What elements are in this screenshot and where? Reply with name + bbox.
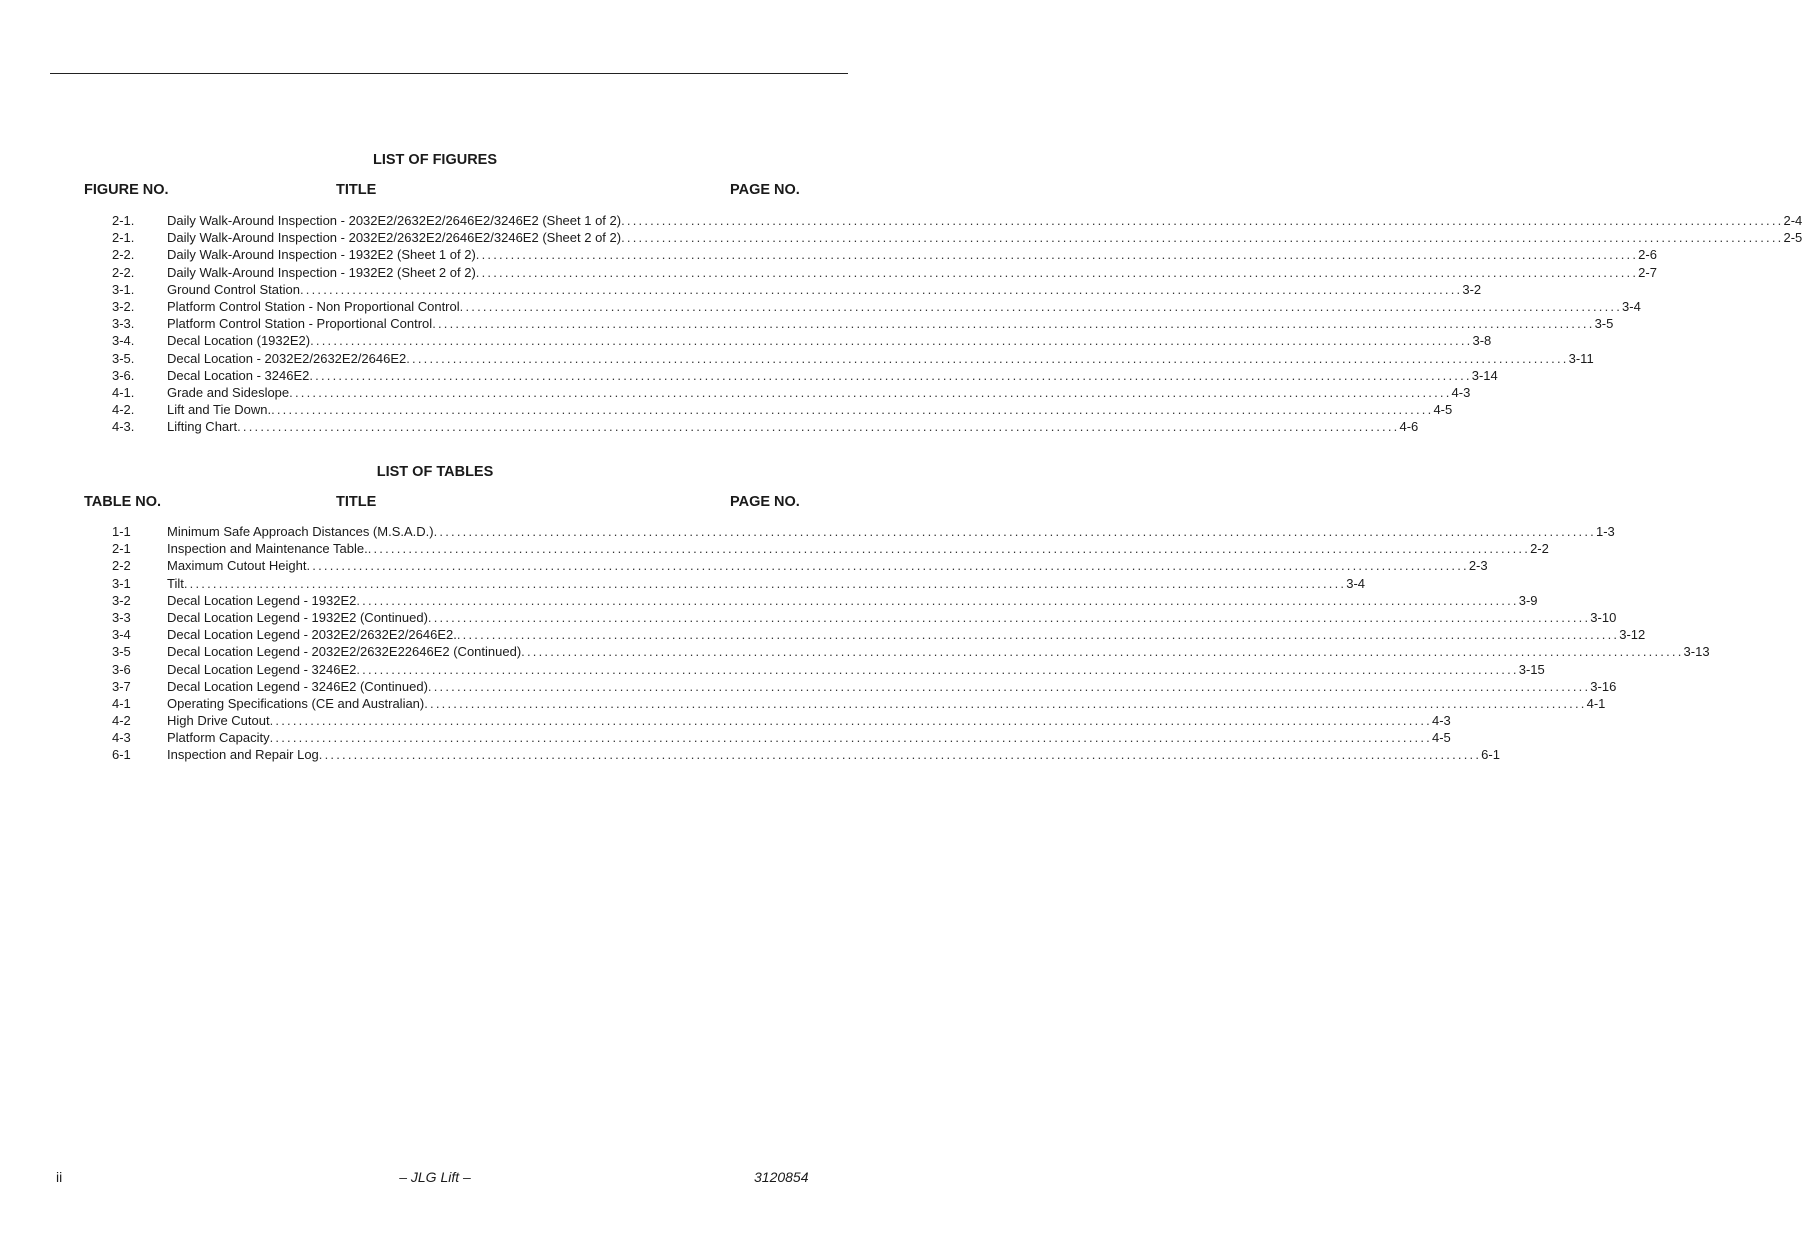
table-title-column-header: TITLE	[336, 494, 377, 510]
table-entry	[112, 695, 1606, 712]
entry-title: Daily Walk-Around Inspection - 2032E2/2632E2/2646E2/3246E2 (Sheet 2 of 2)	[167, 230, 622, 246]
entry-page-number: 4-5	[1433, 402, 1453, 418]
entry-number: 3-6	[112, 661, 131, 677]
dot-leader: ........................................................................................................................................................................................................	[433, 524, 1596, 539]
entry-page-number: 2-4	[1783, 213, 1803, 228]
entry-page-number: 4-3	[1451, 384, 1471, 400]
table-entry	[112, 626, 1646, 643]
header-rule	[50, 73, 848, 74]
entry-title: Decal Location Legend - 3246E2 (Continued)	[167, 678, 428, 694]
dot-leader: ........................................................................................................................................................................................................	[406, 350, 1569, 366]
figures-list	[112, 212, 1803, 435]
figure-entry	[112, 401, 1453, 418]
entry-title: Lift and Tie Down.	[167, 402, 272, 418]
table-entry	[112, 678, 1617, 695]
footer-page-number: ii	[56, 1169, 63, 1185]
table-entry	[112, 557, 1488, 574]
entry-title: Tilt	[167, 575, 184, 591]
entry-number: 3-3.	[112, 316, 135, 332]
dot-leader: ........................................................................................................................................................................................................	[367, 541, 1531, 557]
dot-leader: ........................................................................................................................................................................................................	[356, 592, 1519, 608]
entry-title: Decal Location - 2032E2/2632E2/2646E2	[167, 350, 407, 366]
table-entry	[112, 592, 1538, 609]
entry-number: 1-1	[112, 524, 131, 539]
table-page-column-header: PAGE NO.	[730, 494, 800, 510]
dot-leader: ........................................................................................................................................................................................................	[299, 281, 1463, 297]
entry-title: Daily Walk-Around Inspection - 1932E2 (Sheet 1 of 2)	[167, 247, 476, 263]
entry-page-number: 2-2	[1530, 541, 1549, 557]
dot-leader: ........................................................................................................................................................................................................	[306, 558, 1469, 574]
entry-page-number: 3-13	[1683, 644, 1710, 660]
dot-leader: ........................................................................................................................................................................................................	[318, 747, 1482, 763]
entry-number: 3-2	[112, 592, 131, 608]
entry-page-number: 2-6	[1638, 247, 1657, 263]
entry-page-number: 1-3	[1595, 524, 1615, 539]
table-entry	[112, 523, 1615, 540]
dot-leader: ........................................................................................................................................................................................................	[289, 384, 1452, 400]
table-entry	[112, 609, 1617, 626]
figure-entry	[112, 418, 1419, 435]
table-entry	[112, 643, 1710, 660]
entry-title: Inspection and Maintenance Table.	[167, 541, 368, 557]
entry-page-number: 3-4	[1622, 298, 1641, 314]
dot-leader: ........................................................................................................................................................................................................	[459, 298, 1623, 314]
dot-leader: ........................................................................................................................................................................................................	[621, 230, 1784, 246]
dot-leader: ........................................................................................................................................................................................................	[271, 402, 1434, 418]
entry-title: Decal Location Legend - 3246E2	[167, 661, 357, 677]
entry-title: Daily Walk-Around Inspection - 2032E2/2632E2/2646E2/3246E2 (Sheet 1 of 2)	[167, 213, 622, 228]
entry-page-number: 4-3	[1431, 713, 1451, 729]
entry-number: 3-5	[112, 644, 131, 660]
entry-page-number: 3-8	[1472, 333, 1492, 349]
entry-number: 4-3	[112, 730, 131, 746]
figure-entry	[112, 332, 1492, 349]
figure-entry	[112, 264, 1657, 281]
entry-number: 2-2	[112, 558, 131, 574]
table-entry	[112, 729, 1451, 746]
list-of-figures-heading: LIST OF FIGURES	[372, 152, 498, 168]
table-entry	[112, 746, 1500, 763]
dot-leader: ........................................................................................................................................................................................................	[432, 316, 1595, 332]
figure-entry	[112, 229, 1803, 246]
figure-entry	[112, 281, 1482, 298]
entry-page-number: 2-3	[1468, 558, 1488, 574]
entry-number: 2-1.	[112, 213, 135, 228]
entry-number: 3-6.	[112, 367, 135, 383]
entry-number: 4-2	[112, 713, 131, 729]
dot-leader: ........................................................................................................................................................................................................	[237, 419, 1400, 435]
entry-title: Decal Location (1932E2)	[167, 333, 311, 349]
entry-number: 3-1	[112, 575, 131, 591]
dot-leader: ........................................................................................................................................................................................................	[310, 333, 1473, 349]
entry-page-number: 4-6	[1399, 419, 1419, 435]
entry-title: Platform Control Station - Proportional Control	[167, 316, 433, 332]
list-of-tables-heading: LIST OF TABLES	[376, 464, 494, 480]
entry-page-number: 3-12	[1619, 627, 1646, 643]
entry-page-number: 3-11	[1568, 350, 1594, 366]
entry-page-number: 4-5	[1431, 730, 1451, 746]
figure-entry	[112, 212, 1803, 229]
entry-title: Platform Capacity	[167, 730, 270, 746]
entry-number: 3-2.	[112, 298, 135, 314]
footer-document-number: 3120854	[754, 1169, 809, 1185]
entry-number: 3-4.	[112, 333, 135, 349]
figure-entry	[112, 298, 1641, 315]
entry-title: Decal Location Legend - 2032E2/2632E2/2646E2.	[167, 627, 457, 643]
entry-page-number: 2-7	[1638, 264, 1657, 280]
dot-leader: ........................................................................................................................................................................................................	[475, 247, 1639, 263]
tables-list	[112, 523, 1710, 764]
entry-page-number: 3-9	[1518, 592, 1538, 608]
table-entry	[112, 661, 1545, 678]
table-entry	[112, 712, 1451, 729]
dot-leader: ........................................................................................................................................................................................................	[427, 678, 1591, 694]
entry-title: Minimum Safe Approach Distances (M.S.A.D.)	[167, 524, 434, 539]
entry-page-number: 3-2	[1462, 281, 1482, 297]
entry-page-number: 6-1	[1481, 747, 1500, 763]
entry-number: 4-3.	[112, 419, 135, 435]
entry-title: Decal Location Legend - 2032E2/2632E22646E2 (Continued)	[167, 644, 522, 660]
entry-title: Daily Walk-Around Inspection - 1932E2 (Sheet 2 of 2)	[167, 264, 476, 280]
entry-number: 2-1	[112, 541, 131, 557]
entry-number: 4-1	[112, 695, 131, 711]
entry-title: Lifting Chart	[167, 419, 238, 435]
dot-leader: ........................................................................................................................................................................................................	[269, 713, 1432, 729]
entry-number: 2-2.	[112, 264, 135, 280]
entry-number: 3-1.	[112, 281, 135, 297]
entry-page-number: 3-14	[1471, 367, 1498, 383]
entry-title: Decal Location Legend - 1932E2 (Continued)	[167, 609, 428, 625]
entry-number: 3-5.	[112, 350, 135, 366]
entry-title: Inspection and Repair Log	[167, 747, 319, 763]
entry-number: 3-4	[112, 627, 131, 643]
entry-title: Ground Control Station	[167, 281, 300, 297]
dot-leader: ........................................................................................................................................................................................................	[621, 213, 1784, 228]
entry-number: 2-2.	[112, 247, 135, 263]
dot-leader: ........................................................................................................................................................................................................	[424, 695, 1587, 711]
figure-title-column-header: TITLE	[336, 182, 377, 198]
entry-number: 6-1	[112, 747, 131, 763]
figure-entry	[112, 384, 1471, 401]
figure-entry	[112, 315, 1614, 332]
entry-number: 4-2.	[112, 402, 135, 418]
entry-page-number: 3-10	[1590, 609, 1617, 625]
dot-leader: ........................................................................................................................................................................................................	[309, 367, 1472, 383]
entry-page-number: 4-1	[1586, 695, 1606, 711]
entry-title: Grade and Sideslope	[167, 384, 290, 400]
entry-page-number: 3-15	[1518, 661, 1545, 677]
figure-entry	[112, 246, 1657, 263]
entry-number: 3-7	[112, 678, 131, 694]
table-no-column-header: TABLE NO.	[84, 494, 162, 510]
entry-title: Decal Location - 3246E2	[167, 367, 310, 383]
dot-leader: ........................................................................................................................................................................................................	[456, 627, 1620, 643]
entry-number: 3-3	[112, 609, 131, 625]
entry-title: Decal Location Legend - 1932E2	[167, 592, 357, 608]
figure-entry	[112, 367, 1498, 384]
figure-entry	[112, 350, 1594, 367]
entry-page-number: 3-16	[1590, 678, 1617, 694]
footer-publisher: – JLG Lift –	[399, 1169, 471, 1185]
figure-no-column-header: FIGURE NO.	[84, 182, 169, 198]
dot-leader: ........................................................................................................................................................................................................	[475, 264, 1639, 280]
dot-leader: ........................................................................................................................................................................................................	[183, 575, 1347, 591]
entry-title: Operating Specifications (CE and Australian)	[167, 695, 425, 711]
entry-page-number: 3-4	[1346, 575, 1366, 591]
entry-title: High Drive Cutout	[167, 713, 270, 729]
table-entry	[112, 575, 1366, 592]
entry-number: 2-1.	[112, 230, 135, 246]
entry-title: Platform Control Station - Non Proportional Control	[167, 298, 460, 314]
table-entry	[112, 540, 1549, 557]
figure-page-column-header: PAGE NO.	[730, 182, 800, 198]
dot-leader: ........................................................................................................................................................................................................	[269, 730, 1432, 746]
dot-leader: ........................................................................................................................................................................................................	[521, 644, 1684, 660]
entry-number: 4-1.	[112, 384, 135, 400]
entry-title: Maximum Cutout Height	[167, 558, 307, 574]
dot-leader: ........................................................................................................................................................................................................	[356, 661, 1519, 677]
entry-page-number: 3-5	[1594, 316, 1614, 332]
dot-leader: ........................................................................................................................................................................................................	[427, 609, 1591, 625]
entry-page-number: 2-5	[1783, 230, 1803, 246]
